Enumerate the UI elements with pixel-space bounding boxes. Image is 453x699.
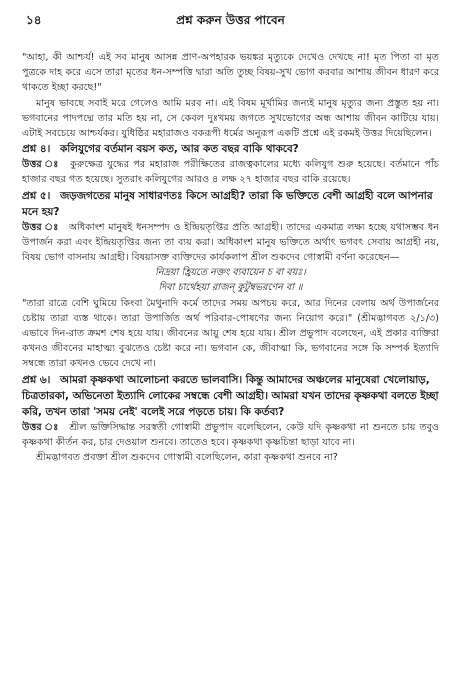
answer-text: অধিকাংশ মানুষই ধনসম্পদ ও ইন্দ্রিয়তৃপ্তির প্রতি আগ্রহী। তাদের একমাত্র লক্ষ্য হচ্ছে যথাসম্ভব ধন উপার্জন করা এবং ইন্দ্রিয়তৃপ্তির জন্য তা ব্যয় করা। অধিকাংশ মানুষ ভক্তিতে অর্থাৎ ভগবৎ সেবায় আগ্রহী নয়, বিষয় ভোগ বাসনায় আগ্রহী। বিষয়াসক্ত ব্যক্তিদের কার্যকলাপ শ্রীল শুকদেব গোস্বামী বর্ণনা করেছেন— [22, 221, 439, 264]
question-text: আমরা কৃষ্ণকথা আলোচনা করতে ভালবাসি। কিন্তু আমাদের অঞ্চলের মানুষেরা খেলোয়াড়, চিত্রতারকা, অভিনেতা ইত্যাদি লোকের সম্বন্ধে বেশী আগ্রহী। আমরা যখন তাদের কৃষ্ণকথা বলতে ইচ্ছা করি, তখন তারা 'সময় নেই' বলেই সরে পড়তে চায়। কি কর্তব্য? [22, 373, 439, 418]
page-number: ১৪ [26, 13, 42, 27]
answer-4 [22, 157, 439, 187]
answer-5 [22, 220, 439, 266]
body-paragraph: মানুষ ভাবছে সবাই মরে গেলেও আমি মরব না। এই বিষম মূর্খামির জন্যই মানুষ মৃত্যুর জন্য প্রস্তুত হয় না। ভগবানের পাদপদ্মে তার মতি হয় না, সে কেবল দুঃখময় জগতে সুখভোগের অন্ধ আশায় জীবন কাটিয়ে যায়। এটাই সবচেয়ে আশ্চর্যকর। যুধিষ্ঠির মহারাজও বকরূপী ধর্মের অনুরূপ একটি প্রশ্নে এই রকমই উত্তর দিয়েছিলেন। [22, 97, 439, 140]
question-number: ৬। [39, 373, 51, 386]
question-label: প্রশ্ন [22, 373, 37, 386]
question-number: ৫। [39, 189, 51, 202]
question-4 [22, 141, 439, 157]
question-5 [22, 188, 439, 220]
answer-6 [22, 420, 439, 450]
answer-label: উত্তর ঃ [22, 221, 60, 233]
question-text: কলিযুগের বর্তমান বয়স কত, আর কত বছর বাকি থাকবে? [60, 143, 299, 156]
quote-paragraph: "আহা, কী আশ্চর্য! এই সব মানুষ আসন্ন প্রাণ-অপহারক ভয়ঙ্কর মৃত্যুকে দেখেও দেখছে না! মৃত পিতা বা মৃত পুত্রকে দাহ করে এসে তারা মৃতের ধন-সম্পত্তি দ্বারা অতি তুচ্ছ বিষয়-সুখ ভোগ করবার আশায় জীবন ধারণ করে থাকতে ইচ্ছা করছে!" [22, 52, 439, 94]
question-label: প্রশ্ন [22, 189, 37, 202]
answer-text: কুরুক্ষেত্র যুদ্ধের পর মহারাজ পরীক্ষিতের রাজত্বকালের মধ্যে কলিযুগ শুরু হয়েছে। বর্তমানে পাঁচ হাজার বছর গত হয়েছে। সুতরাং কলিযুগের আরও ৪ লক্ষ ২৭ হাজার বছর বাকি রয়েছে। [22, 159, 439, 186]
answer-label: উত্তর ঃ [22, 159, 60, 171]
page-header [22, 10, 439, 32]
closing-paragraph: শ্রীমদ্ভাগবত প্রবক্তা শ্রীল শুকদেব গোস্বামী বলেছিলেন, কারা কৃষ্ণকথা শুনবে না? [36, 452, 338, 464]
verse-line-1: নিদ্রয়া হ্রিয়তে নক্তং ব্যবায়েন চ বা বয়ঃ। [155, 267, 306, 279]
running-title: প্রশ্ন করুন উত্তর পাবেন [176, 13, 285, 27]
page-content [22, 50, 439, 465]
translation-paragraph: "তারা রাত্রে বেশি ঘুমিয়ে কিংবা মৈথুনাদি কর্মে তাদের সময় অপচয় করে, আর দিনের বেলায় অর্থ উপার্জনের চেষ্টায় তারা ব্যস্ত থাকে। তারা উপার্জিত অর্থ পরিবার-পোষণের জন্য নিয়োগ করে।" (শ্রীমদ্ভাগবত ২/১/৩) এভাবে দিন-রাত ক্রমশ শেষ হয়ে যায়। জীবনের আয়ু শেষ হয়ে যায়। শ্রীল প্রভুপাদ বলেছেন, এই প্রকার ব্যক্তিরা কখনও জীবনের মাহাত্ম্য বুঝতেও চেষ্টা করে না। ভগবান কে, জীবাত্মা কি, ভগবানের সঙ্গে কি সম্পর্ক ইত্যাদি সম্বন্ধে তারা কখনও ভেবে দেখে না। [22, 297, 439, 370]
answer-text: শ্রীল ভক্তিসিদ্ধান্ত সরস্বতী গোস্বামী প্রভুপাদ বলেছিলেন, কেউ যদি কৃষ্ণকথা না শুনতে চায় তবুও কৃষ্ণকথা কীর্তন কর, চার দেওয়াল শুনবে। তাতেও হবে। কৃষ্ণকথা কৃষ্ণচিন্তা ছাড়া যাবে না। [22, 421, 439, 448]
answer-label: উত্তর ঃ [22, 421, 60, 433]
question-label: প্রশ্ন [22, 143, 37, 156]
question-text: জড়জগতের মানুষ সাধারণতঃ কিসে আগ্রহী? তারা কি ভক্তিতে বেশী আগ্রহী বলে আপনার মনে হয়? [22, 189, 433, 218]
verse-line-2: দিবা চার্থেহয়া রাজন্ কুটুম্বভরণেন বা ॥ [158, 282, 303, 294]
question-6 [22, 372, 439, 420]
question-number: ৪। [39, 143, 51, 156]
